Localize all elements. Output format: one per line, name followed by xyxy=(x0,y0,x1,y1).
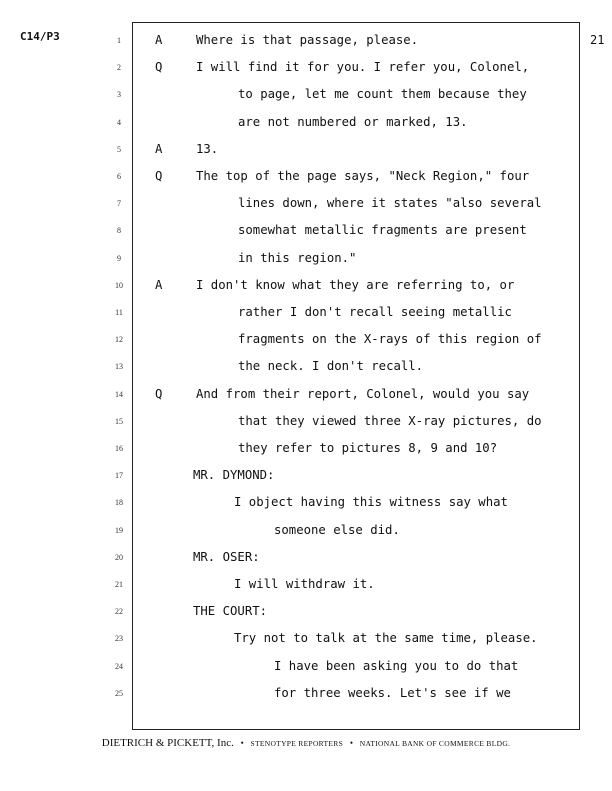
transcript-line: I will withdraw it. xyxy=(234,577,375,591)
line-number: 14 xyxy=(115,389,123,399)
transcript-line: in this region." xyxy=(238,250,357,265)
line-number: 8 xyxy=(117,226,121,236)
transcript-line: the neck. I don't recall. xyxy=(238,359,424,374)
line-number: 9 xyxy=(117,253,121,263)
line-number: 2 xyxy=(117,63,121,73)
line-number: 5 xyxy=(117,144,121,154)
transcript-line: fragments on the X-rays of this region of xyxy=(238,332,542,347)
line-number: 19 xyxy=(115,525,123,535)
transcript-line: MR. OSER: xyxy=(193,549,260,564)
line-number: 25 xyxy=(115,688,123,698)
footer-address: NATIONAL BANK OF COMMERCE BLDG. xyxy=(359,739,511,748)
transcript-line: I object having this witness say what xyxy=(234,495,508,510)
transcript-line: they refer to pictures 8, 9 and 10? xyxy=(238,441,498,455)
transcript-line: lines down, where it states "also several xyxy=(238,196,542,211)
transcript-line: to page, let me count them because they xyxy=(238,87,527,102)
footer-separator: • xyxy=(240,738,244,748)
transcript-line: rather I don't recall seeing metallic xyxy=(238,305,512,319)
speaker-label: A xyxy=(155,33,163,47)
speaker-label: Q xyxy=(155,60,163,75)
line-number: 11 xyxy=(115,308,123,317)
transcript-line: for three weeks. Let's see if we xyxy=(274,685,511,700)
line-number: 3 xyxy=(117,90,121,100)
line-number: 1 xyxy=(117,36,121,45)
speaker-label: A xyxy=(155,277,163,292)
footer-separator: • xyxy=(349,738,353,748)
transcript-line: someone else did. xyxy=(274,522,400,537)
line-number: 21 xyxy=(115,580,123,589)
line-number: 20 xyxy=(115,552,123,562)
line-number: 4 xyxy=(117,117,121,127)
speaker-label: Q xyxy=(155,169,163,183)
transcript-line: 13. xyxy=(196,141,219,156)
page-id: C14/P3 xyxy=(20,30,60,43)
line-number: 22 xyxy=(115,607,123,617)
footer-firm: DIETRICH & PICKETT, Inc. xyxy=(101,737,234,749)
line-number: 23 xyxy=(115,634,123,644)
line-number: 24 xyxy=(115,661,123,671)
transcript-line: THE COURT: xyxy=(193,604,268,619)
transcript-line: I will find it for you. I refer you, Colonel, xyxy=(196,60,530,75)
transcript-line: I have been asking you to do that xyxy=(274,658,519,673)
transcript-line: Try not to talk at the same time, please. xyxy=(234,631,538,646)
line-number: 17 xyxy=(115,471,123,481)
page-number: 21 xyxy=(590,33,605,47)
speaker-label: A xyxy=(155,141,163,156)
footer xyxy=(0,737,612,749)
line-number: 18 xyxy=(115,498,123,508)
line-number: 7 xyxy=(117,199,121,209)
transcript-line: are not numbered or marked, 13. xyxy=(238,114,468,129)
line-number: 16 xyxy=(115,444,123,453)
line-number: 13 xyxy=(115,362,123,372)
speaker-label: Q xyxy=(155,386,163,401)
line-number: 12 xyxy=(115,335,123,345)
line-number: 15 xyxy=(115,416,123,426)
transcript-line: somewhat metallic fragments are present xyxy=(238,223,527,238)
transcript-line: Where is that passage, please. xyxy=(196,33,419,47)
transcript-line: MR. DYMOND: xyxy=(193,468,275,483)
transcript-line: The top of the page says, "Neck Region," four xyxy=(196,169,530,183)
transcript-line: And from their report, Colonel, would you say xyxy=(196,386,530,401)
transcript-line: that they viewed three X-ray pictures, do xyxy=(238,413,542,428)
line-number: 10 xyxy=(115,280,123,290)
footer-service: STENOTYPE REPORTERS xyxy=(250,739,344,748)
line-number: 6 xyxy=(117,172,121,181)
transcript-line: I don't know what they are referring to, or xyxy=(196,277,515,292)
